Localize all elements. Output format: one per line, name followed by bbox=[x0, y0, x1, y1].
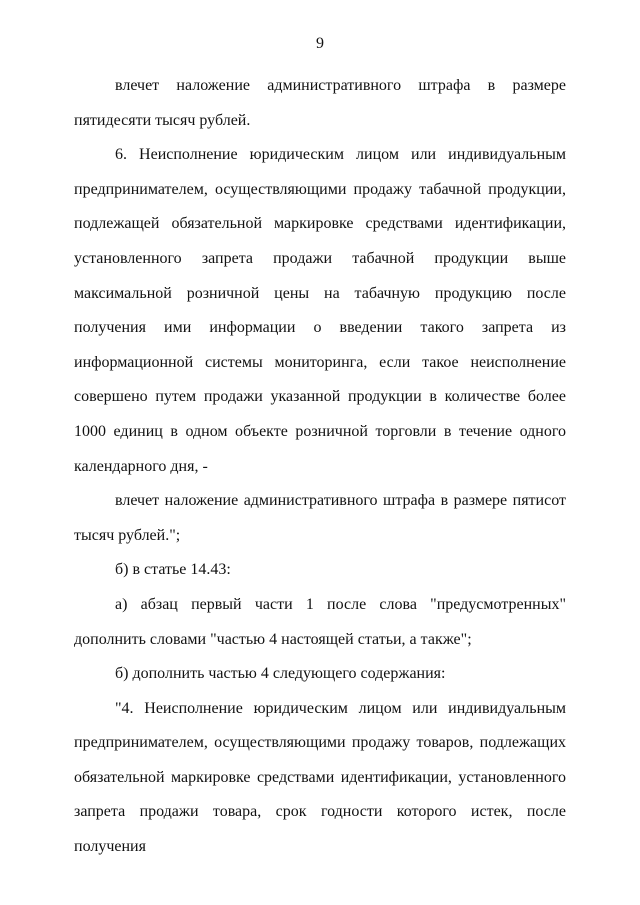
paragraph-fine-five-hundred-thousand: влечет наложение административного штрафа в размере пятисот тысяч рублей."; bbox=[74, 492, 566, 544]
page-number: 9 bbox=[316, 35, 324, 52]
paragraph-article-14-43: б) в статье 14.43: bbox=[115, 561, 231, 579]
paragraph-clause-4: "4. Неисполнение юридическим лицом или индивидуальным предпринимателем, осуществляющими продажу товаров, подлежащих обязательной маркировке средствами идентификации, установленного запрета продажи товара, срок годности которого истек, после получения bbox=[74, 699, 566, 856]
paragraph-clause-6: 6. Неисполнение юридическим лицом или индивидуальным предпринимателем, осуществляющими продажу табачной продукции, подлежащей обязательной маркировке средствами идентификации, установленного запрета продажи табачной продукции выше максимальной розничной цены на табачную продукцию после получения ими информации о введении такого запрета из информационной системы мониторинга, если такое неисполнение совершено путем продажи указанной продукции в количестве более 1000 единиц в одном объекте розничной торговли в течение одного календарного дня, - bbox=[74, 146, 566, 475]
paragraph-add-part-4: б) дополнить частью 4 следующего содержания: bbox=[115, 665, 446, 683]
document-body bbox=[74, 69, 566, 865]
paragraph-fine-fifty-thousand: влечет наложение административного штрафа в размере пятидесяти тысяч рублей. bbox=[74, 77, 566, 129]
paragraph-amend-part-1: а) абзац первый части 1 после слова "предусмотренных" дополнить словами "частью 4 настоящей статьи, а также"; bbox=[74, 595, 566, 648]
